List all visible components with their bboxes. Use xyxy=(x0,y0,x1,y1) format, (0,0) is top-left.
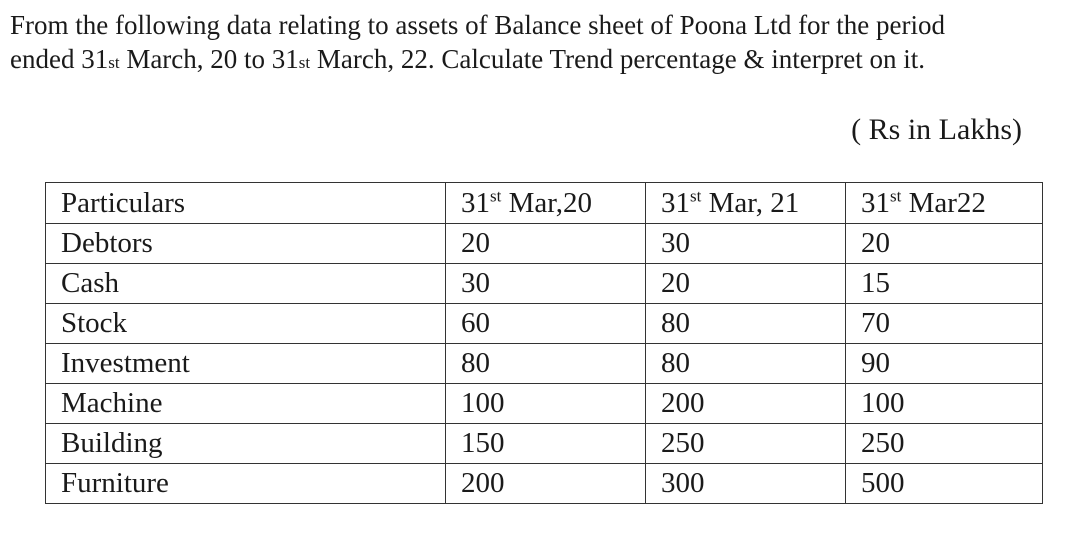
cell-2021: 300 xyxy=(646,464,846,504)
cell-2021: 200 xyxy=(646,384,846,424)
assets-table xyxy=(45,182,1043,504)
header-particulars xyxy=(46,183,446,224)
table-row xyxy=(46,344,1043,384)
table-row xyxy=(46,304,1043,344)
ordinal-suffix: st xyxy=(298,53,311,72)
header-year-2021 xyxy=(646,183,846,224)
cell-2022: 90 xyxy=(846,344,1043,384)
cell-2020: 30 xyxy=(446,264,646,304)
ordinal-suffix: st xyxy=(890,185,902,205)
cell-2020: 150 xyxy=(446,424,646,464)
ordinal-suffix: st xyxy=(690,185,702,205)
cell-2021: 20 xyxy=(646,264,846,304)
table-header-row xyxy=(46,183,1043,224)
cell-2022: 15 xyxy=(846,264,1043,304)
question-line-2-part-b: March, 20 to 31 xyxy=(119,44,299,74)
header-text: Mar,20 xyxy=(501,186,592,219)
cell-2020: 200 xyxy=(446,464,646,504)
question-line-2-part-c: March, 22. Calculate Trend percentage & interpret on it. xyxy=(310,44,925,74)
cell-2021: 30 xyxy=(646,224,846,264)
question-line-2 xyxy=(10,42,1070,80)
question-line-1: From the following data relating to assets of Balance sheet of Poona Ltd for the period xyxy=(10,10,946,40)
ordinal-suffix: st xyxy=(490,185,502,205)
table-row xyxy=(46,464,1043,504)
cell-2022: 100 xyxy=(846,384,1043,424)
row-label: Stock xyxy=(46,304,446,344)
header-text: Particulars xyxy=(61,186,186,219)
header-text: 31 xyxy=(661,186,690,219)
header-text: 31 xyxy=(861,186,890,219)
header-text: Mar, 21 xyxy=(701,186,800,219)
question-text xyxy=(10,8,1070,80)
row-label: Machine xyxy=(46,384,446,424)
row-label: Building xyxy=(46,424,446,464)
cell-2021: 250 xyxy=(646,424,846,464)
row-label: Debtors xyxy=(46,224,446,264)
header-year-2022 xyxy=(846,183,1043,224)
header-year-2020 xyxy=(446,183,646,224)
row-label: Investment xyxy=(46,344,446,384)
header-text: 31 xyxy=(461,186,490,219)
cell-2021: 80 xyxy=(646,344,846,384)
cell-2022: 250 xyxy=(846,424,1043,464)
cell-2022: 70 xyxy=(846,304,1043,344)
question-line-2-part-a: ended 31 xyxy=(10,44,109,74)
table-row xyxy=(46,384,1043,424)
cell-2020: 60 xyxy=(446,304,646,344)
table-row xyxy=(46,264,1043,304)
ordinal-suffix: st xyxy=(108,53,120,72)
cell-2022: 20 xyxy=(846,224,1043,264)
cell-2020: 80 xyxy=(446,344,646,384)
table-row xyxy=(46,424,1043,464)
cell-2021: 80 xyxy=(646,304,846,344)
cell-2022: 500 xyxy=(846,464,1043,504)
cell-2020: 100 xyxy=(446,384,646,424)
unit-note: ( Rs in Lakhs) xyxy=(851,113,1022,146)
header-text: Mar22 xyxy=(901,186,986,219)
row-label: Cash xyxy=(46,264,446,304)
cell-2020: 20 xyxy=(446,224,646,264)
table-row xyxy=(46,224,1043,264)
row-label: Furniture xyxy=(46,464,446,504)
